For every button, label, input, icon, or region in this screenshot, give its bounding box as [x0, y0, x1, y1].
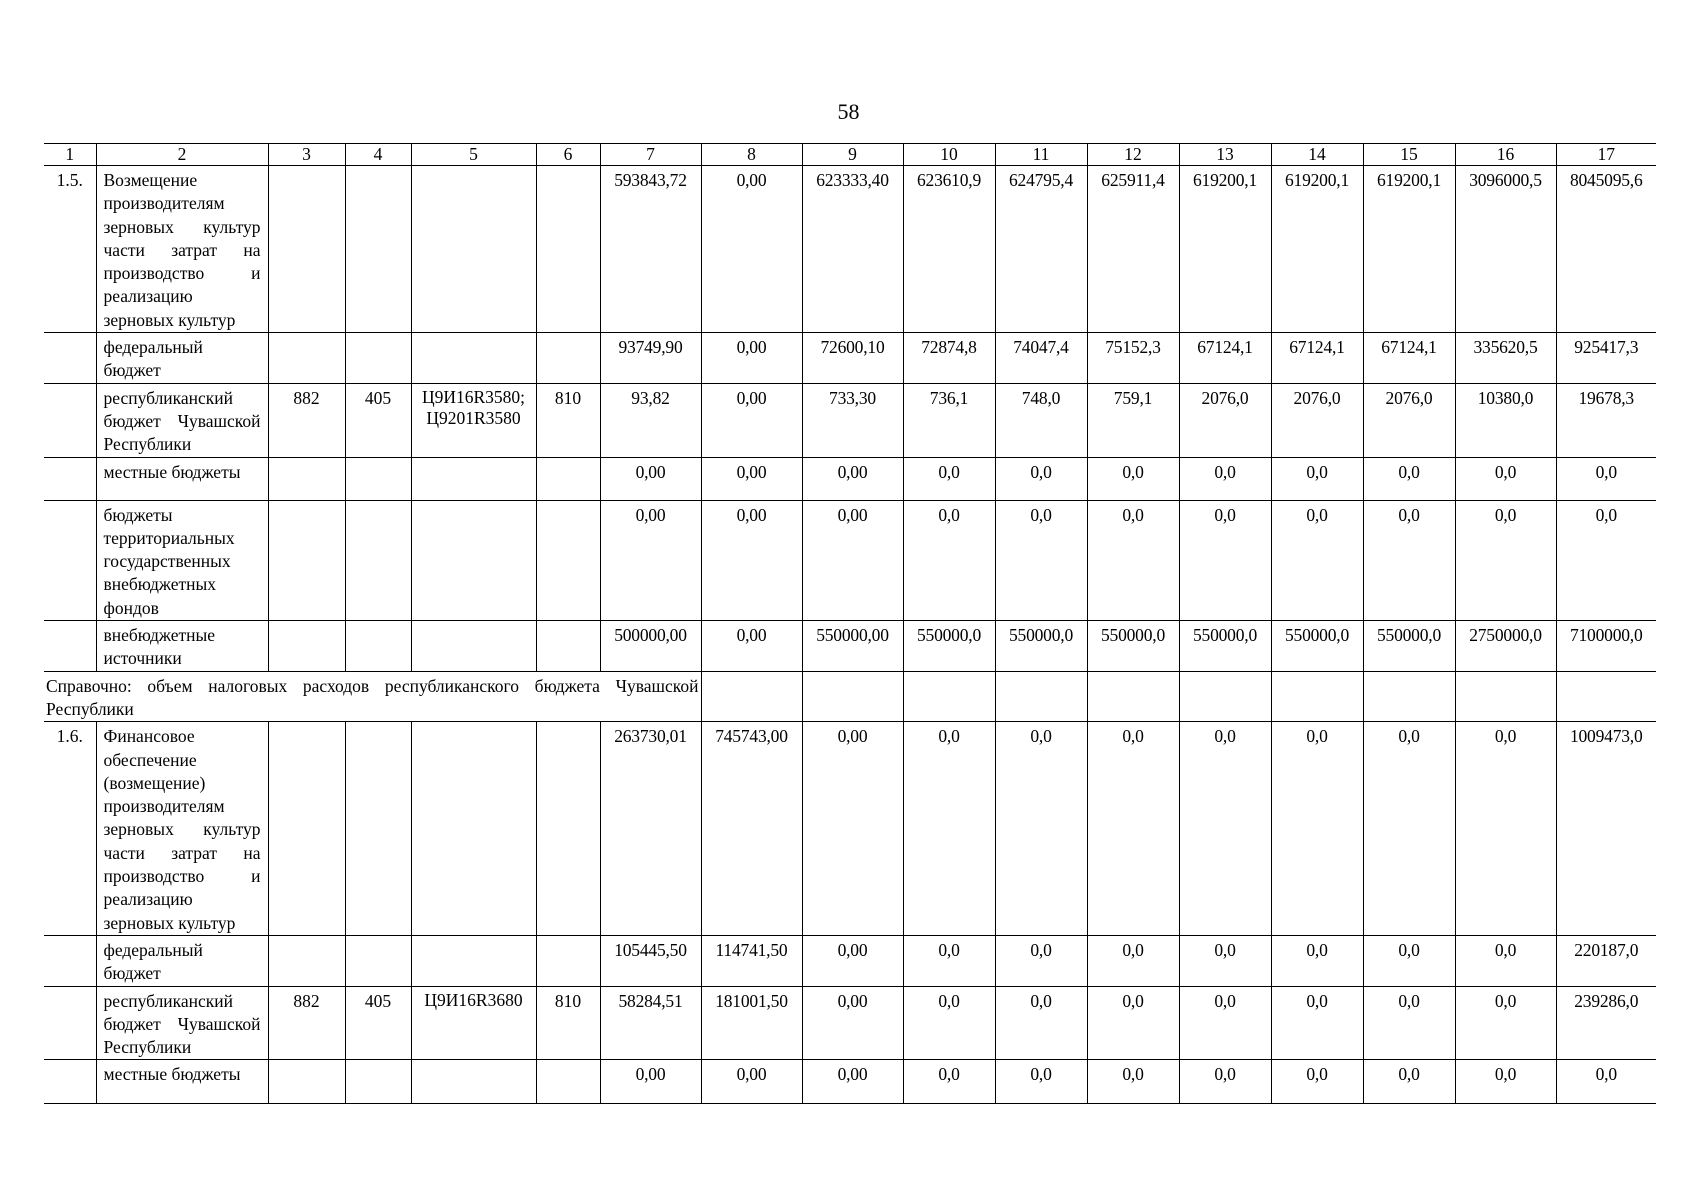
code-cell [345, 457, 411, 500]
code-cell [411, 333, 536, 384]
code-cell [345, 1060, 411, 1104]
value-cell: 748,0 [995, 383, 1087, 457]
column-header: 10 [903, 144, 995, 166]
column-header: 3 [268, 144, 345, 166]
code-cell: 405 [345, 986, 411, 1060]
value-cell: 0,00 [701, 333, 802, 384]
table-row [44, 1060, 1656, 1104]
value-cell: 0,0 [1271, 986, 1363, 1060]
row-number [44, 986, 96, 1060]
value-cell: 0,0 [1087, 1060, 1179, 1104]
row-name: федеральный бюджет [96, 333, 268, 384]
value-cell: 0,0 [1179, 500, 1271, 620]
empty-cell [701, 671, 802, 722]
value-cell: 550000,0 [1363, 621, 1455, 672]
value-cell: 0,0 [903, 500, 995, 620]
code-cell [345, 935, 411, 986]
column-header: 14 [1271, 144, 1363, 166]
value-cell: 263730,01 [600, 722, 701, 936]
value-cell: 0,0 [1271, 500, 1363, 620]
code-cell [536, 333, 600, 384]
value-cell: 181001,50 [701, 986, 802, 1060]
value-cell: 67124,1 [1363, 333, 1455, 384]
row-number: 1.6. [44, 722, 96, 936]
value-cell: 550000,0 [903, 621, 995, 672]
value-cell: 550000,0 [1087, 621, 1179, 672]
table-row [44, 935, 1656, 986]
value-cell: 7100000,0 [1556, 621, 1656, 672]
value-cell: 0,00 [802, 722, 903, 936]
value-cell: 0,0 [1363, 722, 1455, 936]
table-row [44, 383, 1656, 457]
empty-cell [1271, 671, 1363, 722]
value-cell: 0,0 [995, 986, 1087, 1060]
row-number [44, 1060, 96, 1104]
value-cell: 0,00 [802, 457, 903, 500]
row-name: федеральный бюджет [96, 935, 268, 986]
value-cell: 0,0 [903, 722, 995, 936]
value-cell: 0,00 [600, 1060, 701, 1104]
column-header: 15 [1363, 144, 1455, 166]
code-cell [536, 500, 600, 620]
code-cell [345, 166, 411, 333]
code-cell [268, 1060, 345, 1104]
value-cell: 0,0 [1556, 457, 1656, 500]
value-cell: 114741,50 [701, 935, 802, 986]
row-name: Возмещение производителям зерновых культур части затрат на производство и реализацию зерновых культур [96, 166, 268, 333]
value-cell: 10380,0 [1455, 383, 1556, 457]
value-cell: 72600,10 [802, 333, 903, 384]
row-number [44, 333, 96, 384]
code-cell [536, 621, 600, 672]
value-cell: 0,0 [1087, 722, 1179, 936]
value-cell: 0,0 [1455, 500, 1556, 620]
value-cell: 0,0 [1271, 935, 1363, 986]
column-header: 13 [1179, 144, 1271, 166]
value-cell: 3096000,5 [1455, 166, 1556, 333]
row-number: 1.5. [44, 166, 96, 333]
value-cell: 93,82 [600, 383, 701, 457]
code-cell: 810 [536, 383, 600, 457]
code-cell [411, 457, 536, 500]
empty-cell [1455, 671, 1556, 722]
row-name: Финансовое обеспечение (возмещение) производителям зерновых культур части затрат на производство и реализацию зерновых культур [96, 722, 268, 936]
value-cell: 2076,0 [1363, 383, 1455, 457]
code-cell: Ц9И16R3580; Ц9201R3580 [411, 383, 536, 457]
row-number [44, 621, 96, 672]
value-cell: 2076,0 [1271, 383, 1363, 457]
empty-cell [1179, 671, 1271, 722]
value-cell: 0,0 [1363, 1060, 1455, 1104]
value-cell: 0,00 [600, 500, 701, 620]
code-cell [411, 722, 536, 936]
code-cell [268, 457, 345, 500]
value-cell: 0,0 [995, 457, 1087, 500]
value-cell: 72874,8 [903, 333, 995, 384]
value-cell: 624795,4 [995, 166, 1087, 333]
value-cell: 0,0 [903, 457, 995, 500]
value-cell: 67124,1 [1179, 333, 1271, 384]
value-cell: 0,0 [1179, 986, 1271, 1060]
column-header: 7 [600, 144, 701, 166]
row-name: местные бюджеты [96, 457, 268, 500]
value-cell: 736,1 [903, 383, 995, 457]
table-row [44, 986, 1656, 1060]
code-cell: Ц9И16R3680 [411, 986, 536, 1060]
row-name: республиканский бюджет Чувашской Республики [96, 986, 268, 1060]
value-cell: 0,00 [802, 986, 903, 1060]
code-cell: 405 [345, 383, 411, 457]
code-cell [345, 722, 411, 936]
value-cell: 0,0 [1455, 986, 1556, 1060]
value-cell: 733,30 [802, 383, 903, 457]
value-cell: 625911,4 [1087, 166, 1179, 333]
value-cell: 0,0 [1271, 722, 1363, 936]
value-cell: 759,1 [1087, 383, 1179, 457]
value-cell: 0,0 [1455, 457, 1556, 500]
code-cell [345, 500, 411, 620]
value-cell: 0,00 [600, 457, 701, 500]
column-header: 12 [1087, 144, 1179, 166]
code-cell [411, 1060, 536, 1104]
code-cell [536, 722, 600, 936]
value-cell: 2076,0 [1179, 383, 1271, 457]
value-cell: 0,0 [903, 986, 995, 1060]
row-name: внебюджетные источники [96, 621, 268, 672]
value-cell: 0,0 [995, 500, 1087, 620]
value-cell: 0,00 [802, 1060, 903, 1104]
column-header: 5 [411, 144, 536, 166]
value-cell: 623333,40 [802, 166, 903, 333]
code-cell [268, 500, 345, 620]
code-cell [268, 621, 345, 672]
table-row [44, 457, 1656, 500]
code-cell [411, 621, 536, 672]
value-cell: 619200,1 [1179, 166, 1271, 333]
value-cell: 619200,1 [1271, 166, 1363, 333]
value-cell: 0,0 [1455, 1060, 1556, 1104]
value-cell: 0,0 [903, 1060, 995, 1104]
value-cell: 623610,9 [903, 166, 995, 333]
value-cell: 0,0 [1556, 500, 1656, 620]
value-cell: 550000,00 [802, 621, 903, 672]
column-header: 2 [96, 144, 268, 166]
code-cell [268, 935, 345, 986]
value-cell: 0,0 [1271, 457, 1363, 500]
value-cell: 8045095,6 [1556, 166, 1656, 333]
value-cell: 0,00 [701, 383, 802, 457]
value-cell: 239286,0 [1556, 986, 1656, 1060]
value-cell: 0,0 [1087, 935, 1179, 986]
code-cell [536, 935, 600, 986]
column-header: 11 [995, 144, 1087, 166]
value-cell: 220187,0 [1556, 935, 1656, 986]
column-header: 9 [802, 144, 903, 166]
code-cell [268, 166, 345, 333]
empty-cell [802, 671, 903, 722]
column-header: 8 [701, 144, 802, 166]
reference-note: Справочно: объем налоговых расходов республиканского бюджета Чувашской Республики [44, 671, 701, 722]
value-cell: 2750000,0 [1455, 621, 1556, 672]
code-cell [411, 935, 536, 986]
value-cell: 335620,5 [1455, 333, 1556, 384]
code-cell: 810 [536, 986, 600, 1060]
value-cell: 0,0 [1179, 935, 1271, 986]
value-cell: 0,0 [1363, 986, 1455, 1060]
value-cell: 0,0 [995, 722, 1087, 936]
value-cell: 105445,50 [600, 935, 701, 986]
value-cell: 0,00 [802, 500, 903, 620]
code-cell [411, 166, 536, 333]
value-cell: 0,0 [1087, 457, 1179, 500]
value-cell: 0,00 [701, 166, 802, 333]
value-cell: 0,00 [701, 500, 802, 620]
value-cell: 550000,0 [1179, 621, 1271, 672]
empty-cell [995, 671, 1087, 722]
code-cell [268, 333, 345, 384]
code-cell [536, 1060, 600, 1104]
code-cell [411, 500, 536, 620]
empty-cell [1556, 671, 1656, 722]
value-cell: 0,0 [1179, 1060, 1271, 1104]
row-name: республиканский бюджет Чувашской Республики [96, 383, 268, 457]
value-cell: 67124,1 [1271, 333, 1363, 384]
row-number [44, 500, 96, 620]
value-cell: 550000,0 [1271, 621, 1363, 672]
value-cell: 0,0 [1363, 500, 1455, 620]
column-header: 4 [345, 144, 411, 166]
value-cell: 500000,00 [600, 621, 701, 672]
column-header: 17 [1556, 144, 1656, 166]
table-row [44, 722, 1656, 936]
value-cell: 593843,72 [600, 166, 701, 333]
value-cell: 925417,3 [1556, 333, 1656, 384]
value-cell: 75152,3 [1087, 333, 1179, 384]
value-cell: 0,0 [1179, 722, 1271, 936]
value-cell: 0,0 [1363, 457, 1455, 500]
note-row [44, 671, 1656, 722]
value-cell: 0,0 [995, 935, 1087, 986]
row-number [44, 935, 96, 986]
budget-table [44, 143, 1656, 1104]
code-cell [268, 722, 345, 936]
code-cell [345, 333, 411, 384]
value-cell: 1009473,0 [1556, 722, 1656, 936]
value-cell: 0,0 [1087, 986, 1179, 1060]
code-cell [536, 457, 600, 500]
column-header: 6 [536, 144, 600, 166]
table-body [44, 144, 1656, 1104]
table-row [44, 621, 1656, 672]
value-cell: 0,0 [1455, 935, 1556, 986]
row-name: бюджеты территориальных государственных внебюджетных фондов [96, 500, 268, 620]
value-cell: 619200,1 [1363, 166, 1455, 333]
value-cell: 745743,00 [701, 722, 802, 936]
code-cell: 882 [268, 383, 345, 457]
value-cell: 0,00 [701, 1060, 802, 1104]
table-row [44, 500, 1656, 620]
value-cell: 0,0 [903, 935, 995, 986]
row-number [44, 457, 96, 500]
value-cell: 0,00 [802, 935, 903, 986]
table-row [44, 166, 1656, 333]
table-row [44, 333, 1656, 384]
value-cell: 0,0 [1455, 722, 1556, 936]
value-cell: 550000,0 [995, 621, 1087, 672]
code-cell: 882 [268, 986, 345, 1060]
column-header: 1 [44, 144, 96, 166]
value-cell: 19678,3 [1556, 383, 1656, 457]
header-row [44, 144, 1656, 166]
value-cell: 0,0 [1556, 1060, 1656, 1104]
value-cell: 93749,90 [600, 333, 701, 384]
column-header: 16 [1455, 144, 1556, 166]
page-number: 58 [837, 99, 860, 124]
value-cell: 0,00 [701, 457, 802, 500]
code-cell [536, 166, 600, 333]
value-cell: 0,00 [701, 621, 802, 672]
value-cell: 0,0 [1271, 1060, 1363, 1104]
value-cell: 74047,4 [995, 333, 1087, 384]
value-cell: 0,0 [995, 1060, 1087, 1104]
row-name: местные бюджеты [96, 1060, 268, 1104]
code-cell [345, 621, 411, 672]
row-number [44, 383, 96, 457]
value-cell: 58284,51 [600, 986, 701, 1060]
empty-cell [1363, 671, 1455, 722]
value-cell: 0,0 [1179, 457, 1271, 500]
empty-cell [903, 671, 995, 722]
empty-cell [1087, 671, 1179, 722]
value-cell: 0,0 [1087, 500, 1179, 620]
value-cell: 0,0 [1363, 935, 1455, 986]
